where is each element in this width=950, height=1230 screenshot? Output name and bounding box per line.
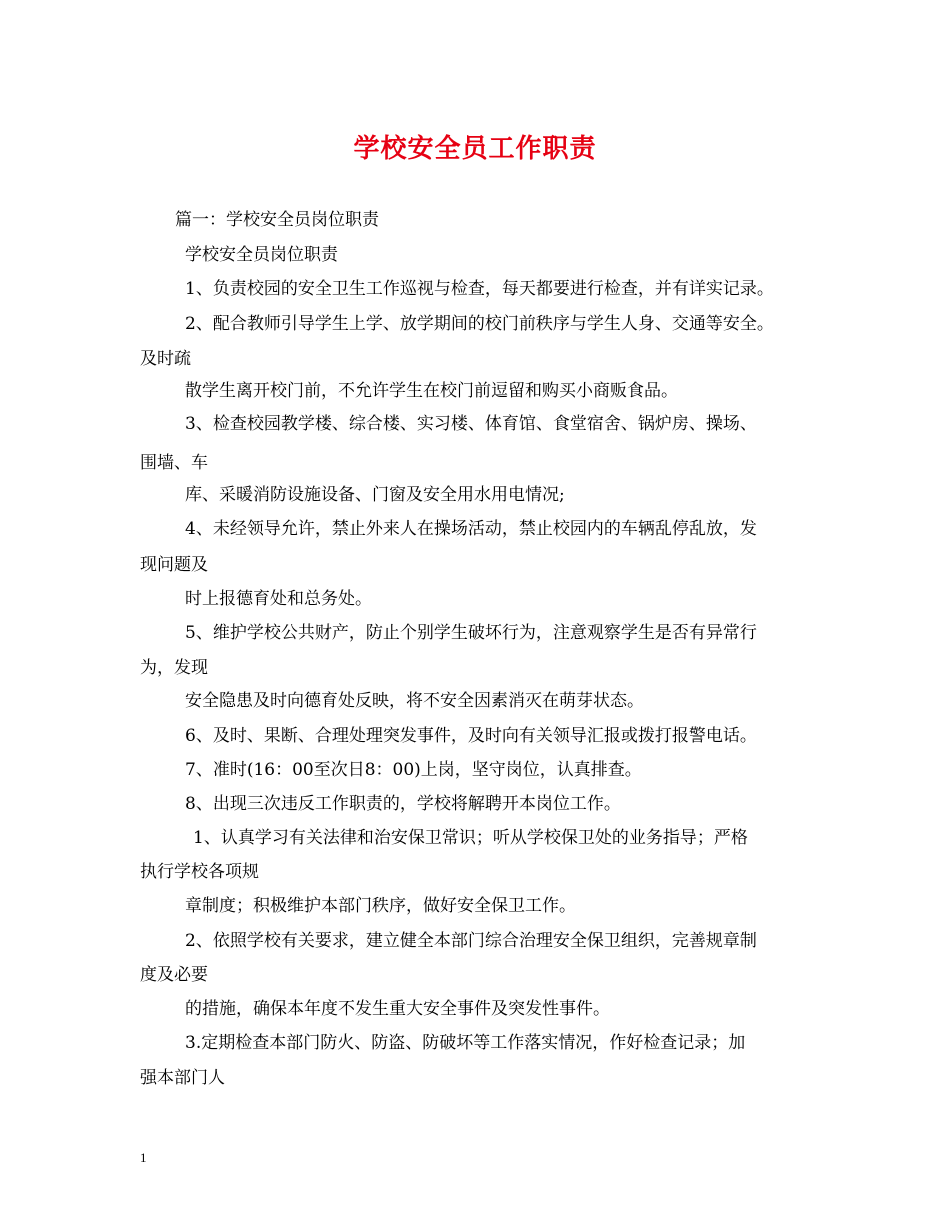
text-line: 8、出现三次违反工作职责的，学校将解聘开本岗位工作。	[185, 794, 621, 814]
text-line: 1、负责校园的安全卫生工作巡视与检查，每天都要进行检查，并有详实记录。	[185, 279, 774, 299]
text-line: 执行学校各项规	[140, 862, 259, 882]
text-line: 章制度；积极维护本部门秩序，做好安全保卫工作。	[185, 896, 576, 916]
text-line: 围墙、车	[140, 453, 208, 473]
text-line: 安全隐患及时向德育处反映，将不安全因素消灭在萌芽状态。	[185, 691, 644, 711]
text-line: 强本部门人	[140, 1068, 225, 1088]
text-line: 6、及时、果断、合理处理突发事件，及时向有关领导汇报或拨打报警电话。	[185, 726, 757, 746]
text-line: 学校安全员岗位职责	[185, 245, 338, 265]
text-line: 时上报德育处和总务处。	[185, 589, 372, 609]
text-line: 度及必要	[140, 965, 208, 985]
text-line: 篇一：学校安全员岗位职责	[175, 210, 379, 230]
text-line: 3、检查校园教学楼、综合楼、实习楼、体育馆、食堂宿舍、锅炉房、操场、	[185, 414, 757, 434]
text-line: 的措施，确保本年度不发生重大安全事件及突发性事件。	[185, 999, 610, 1019]
text-line: 散学生离开校门前，不允许学生在校门前逗留和购买小商贩食品。	[185, 381, 678, 401]
text-line: 7、准时(16：00至次日8：00)上岗，坚守岗位，认真排查。	[185, 760, 642, 780]
text-line: 3.定期检查本部门防火、防盗、防破坏等工作落实情况，作好检查记录；加	[185, 1033, 746, 1053]
text-line: 库、采暖消防设施设备、门窗及安全用水用电情况;	[185, 485, 565, 505]
text-line: 5、维护学校公共财产，防止个别学生破坏行为，注意观察学生是否有异常行	[185, 623, 757, 643]
text-line: 及时疏	[140, 349, 191, 369]
text-line: 4、未经领导允许，禁止外来人在操场活动，禁止校园内的车辆乱停乱放，发	[185, 519, 757, 539]
page-number: 1	[140, 1150, 147, 1165]
text-line: 为，发现	[140, 658, 208, 678]
text-line: 1、认真学习有关法律和治安保卫常识；听从学校保卫处的业务指导；严格	[193, 828, 748, 848]
document-title: 学校安全员工作职责	[353, 134, 597, 164]
text-line: 2、配合教师引导学生上学、放学期间的校门前秩序与学生人身、交通等安全。	[185, 314, 774, 334]
text-line: 现问题及	[140, 555, 208, 575]
text-line: 2、依照学校有关要求，建立健全本部门综合治理安全保卫组织，完善规章制	[185, 931, 757, 951]
